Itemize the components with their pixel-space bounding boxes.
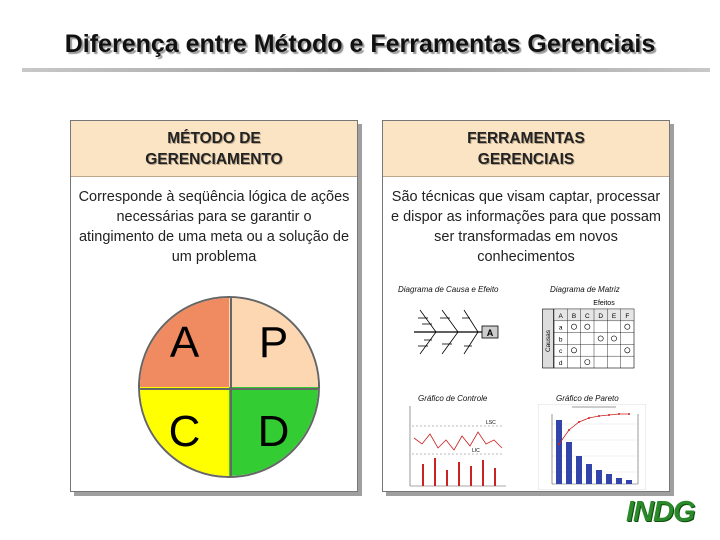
matrix-relation-mark [598, 336, 603, 341]
pdca-check [140, 387, 229, 476]
pareto-caption: Gráfico de Pareto [556, 394, 619, 403]
pdca-plan-label: P [258, 317, 289, 367]
pdca-act-label: A [169, 317, 200, 367]
ishikawa-diagram [408, 300, 508, 362]
pdca-cycle [138, 296, 320, 478]
control-lower-label: LIC [472, 448, 480, 454]
pdca-do [229, 387, 318, 476]
matrix-column-label: C [584, 312, 590, 320]
matrix-diagram [542, 297, 642, 369]
matrix-column-label: A [558, 312, 563, 320]
control-caption: Gráfico de Controle [418, 394, 488, 403]
matrix-relation-mark [625, 324, 630, 329]
indg-logo: INDG [626, 496, 695, 528]
matrix-relation-mark [611, 336, 616, 341]
matrix-causes-label: Causas [545, 329, 552, 353]
matrix-relation-mark [571, 324, 576, 329]
control-upper-label: LSC [486, 420, 496, 426]
matrix-column-label: E [611, 312, 617, 320]
ishikawa-caption: Diagrama de Causa e Efeito [398, 285, 499, 294]
matrix-column-label: D [598, 312, 604, 320]
pareto-chart [538, 404, 646, 490]
matrix-row-label: c [559, 348, 563, 356]
matrix-relation-mark [571, 348, 576, 353]
method-description: Corresponde à seqüência lógica de ações necessárias para se garantir o atingimento de uma meta ou a solução de um problema [78, 189, 350, 265]
control-chart [408, 404, 508, 490]
matrix-row-label: b [558, 336, 563, 344]
matrix-effects-label: Efeitos [593, 300, 615, 307]
method-header [71, 121, 357, 177]
method-header-text: MÉTODO DE GERENCIAMENTO [145, 129, 283, 168]
pdca-act [140, 298, 229, 387]
matrix-relation-mark [625, 348, 630, 353]
tools-header-text: FERRAMENTAS GERENCIAIS [467, 129, 585, 168]
title-underline [22, 68, 710, 72]
tools-header [383, 121, 669, 177]
matrix-relation-mark [585, 360, 590, 365]
pdca-check-label: C [168, 406, 201, 456]
matrix-row-label: d [558, 360, 563, 367]
pdca-divider-horizontal [140, 388, 318, 390]
matrix-relation-mark [585, 324, 590, 329]
tools-description: São técnicas que visam captar, processar e dispor as informações para que possam ser transformadas em novos conhecimentos [390, 189, 661, 265]
pdca-plan [229, 298, 318, 387]
page-title: Diferença entre Método e Ferramentas Gerenciais [64, 30, 656, 58]
ishikawa-effect: A [486, 328, 494, 338]
matrix-caption: Diagrama de Matriz [550, 285, 620, 294]
pdca-divider-vertical [230, 298, 232, 476]
pdca-do-label: D [257, 406, 290, 456]
matrix-grid [554, 309, 634, 368]
matrix-column-label: B [571, 312, 577, 320]
matrix-column-label: F [625, 312, 630, 320]
matrix-row-label: a [558, 324, 563, 332]
